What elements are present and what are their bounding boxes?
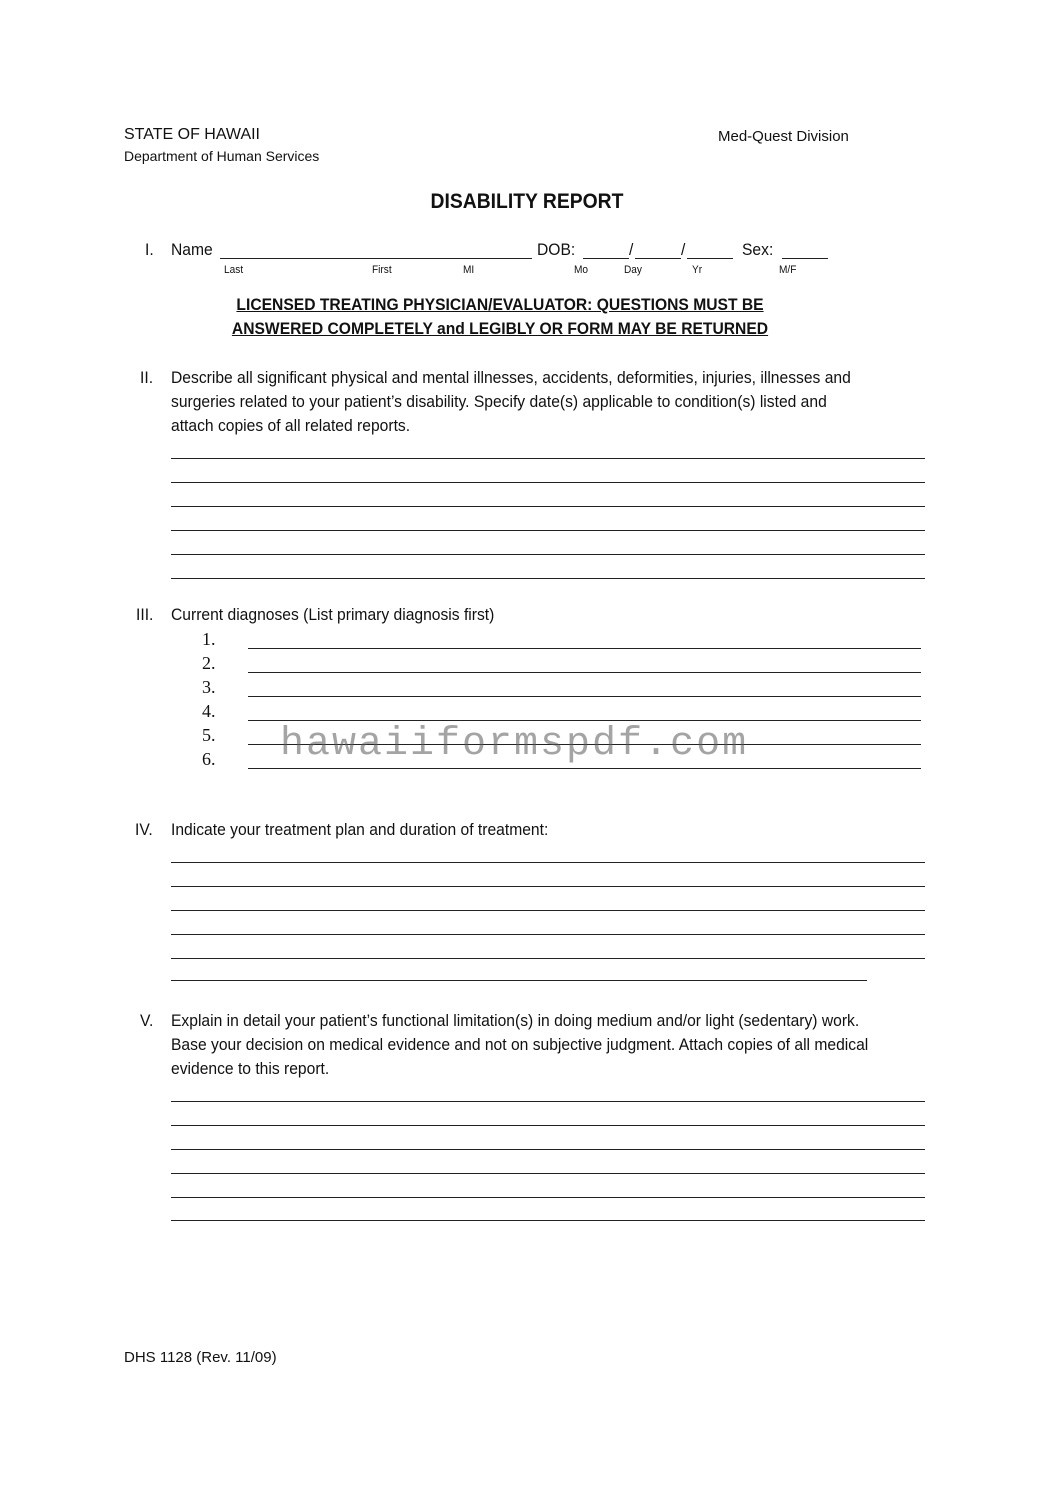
section-2-answer-line[interactable] [171,506,925,507]
division-name: Med-Quest Division [718,128,849,145]
form-title: DISABILITY REPORT [430,190,624,213]
sublabel-last: Last [224,264,244,276]
section-4-answer-line[interactable] [171,862,925,863]
sublabel-mo: Mo [574,264,589,276]
section-5-answer-line[interactable] [171,1149,925,1150]
section-5-answer-line[interactable] [171,1101,925,1102]
sublabel-mi: MI [463,264,475,276]
dob-label: DOB: [537,240,576,259]
section-5-answer-line[interactable] [171,1197,925,1198]
section-5-text-line-3: evidence to this report. [171,1059,330,1078]
sex-label: Sex: [742,240,774,259]
diagnosis-number: 4. [202,701,216,721]
section-4-answer-line[interactable] [171,980,867,981]
sublabel-yr: Yr [692,264,703,276]
dob-year-field[interactable] [687,258,733,259]
section-4-answer-line[interactable] [171,910,925,911]
dob-day-field[interactable] [635,258,681,259]
section-4-answer-line[interactable] [171,934,925,935]
section-2-text-line-3: attach copies of all related reports. [171,416,411,435]
diagnosis-number: 6. [202,749,216,769]
diagnosis-field[interactable] [248,720,921,721]
section-5-answer-line[interactable] [171,1220,925,1221]
notice-line-2: ANSWERED COMPLETELY and LEGIBLY OR FORM MAY BE RETURNED [231,319,769,338]
sublabel-first: First [372,264,392,276]
section-3-text: Current diagnoses (List primary diagnosis first) [171,605,495,624]
diagnosis-field[interactable] [248,768,921,769]
sex-field[interactable] [782,258,828,259]
diagnosis-number: 1. [202,629,216,649]
section-5-answer-line[interactable] [171,1125,925,1126]
section-4-text: Indicate your treatment plan and duration of treatment: [171,820,549,839]
diagnosis-number: 5. [202,725,216,745]
section-2-answer-line[interactable] [171,554,925,555]
section-4-answer-line[interactable] [171,886,925,887]
diagnosis-field[interactable] [248,648,921,649]
name-label: Name [171,240,213,259]
section-2-number: II. [140,368,154,387]
dob-month-field[interactable] [583,258,629,259]
diagnosis-field[interactable] [248,672,921,673]
name-field[interactable] [220,258,532,259]
section-3-number: III. [136,605,154,624]
state-name: STATE OF HAWAII [124,126,260,143]
sublabel-mf: M/F [779,264,797,276]
section-4-number: IV. [135,820,153,839]
dob-separator: / [681,240,686,259]
sublabel-day: Day [624,264,642,276]
section-2-text-line-1: Describe all significant physical and mental illnesses, accidents, deformities, injuries, illnesses and [171,368,851,387]
section-1-number: I. [145,240,154,259]
section-5-text-line-1: Explain in detail your patient’s functional limitation(s) in doing medium and/or light (sedentary) work. [171,1011,860,1030]
section-2-answer-line[interactable] [171,530,925,531]
section-2-answer-line[interactable] [171,458,925,459]
watermark: hawaiiformspdf.com [280,722,749,767]
section-4-answer-line[interactable] [171,958,925,959]
notice-line-1: LICENSED TREATING PHYSICIAN/EVALUATOR: QUESTIONS MUST BE [236,295,764,314]
section-2-answer-line[interactable] [171,482,925,483]
diagnosis-field[interactable] [248,696,921,697]
form-number: DHS 1128 (Rev. 11/09) [124,1349,277,1366]
department-name: Department of Human Services [124,148,320,164]
section-5-answer-line[interactable] [171,1173,925,1174]
section-5-text-line-2: Base your decision on medical evidence and not on subjective judgment. Attach copies of all medical [171,1035,869,1054]
diagnosis-number: 3. [202,677,216,697]
section-2-text-line-2: surgeries related to your patient’s disability. Specify date(s) applicable to condition(s) listed and [171,392,827,411]
section-2-answer-line[interactable] [171,578,925,579]
section-5-number: V. [140,1011,154,1030]
dob-separator: / [629,240,634,259]
diagnosis-number: 2. [202,653,216,673]
